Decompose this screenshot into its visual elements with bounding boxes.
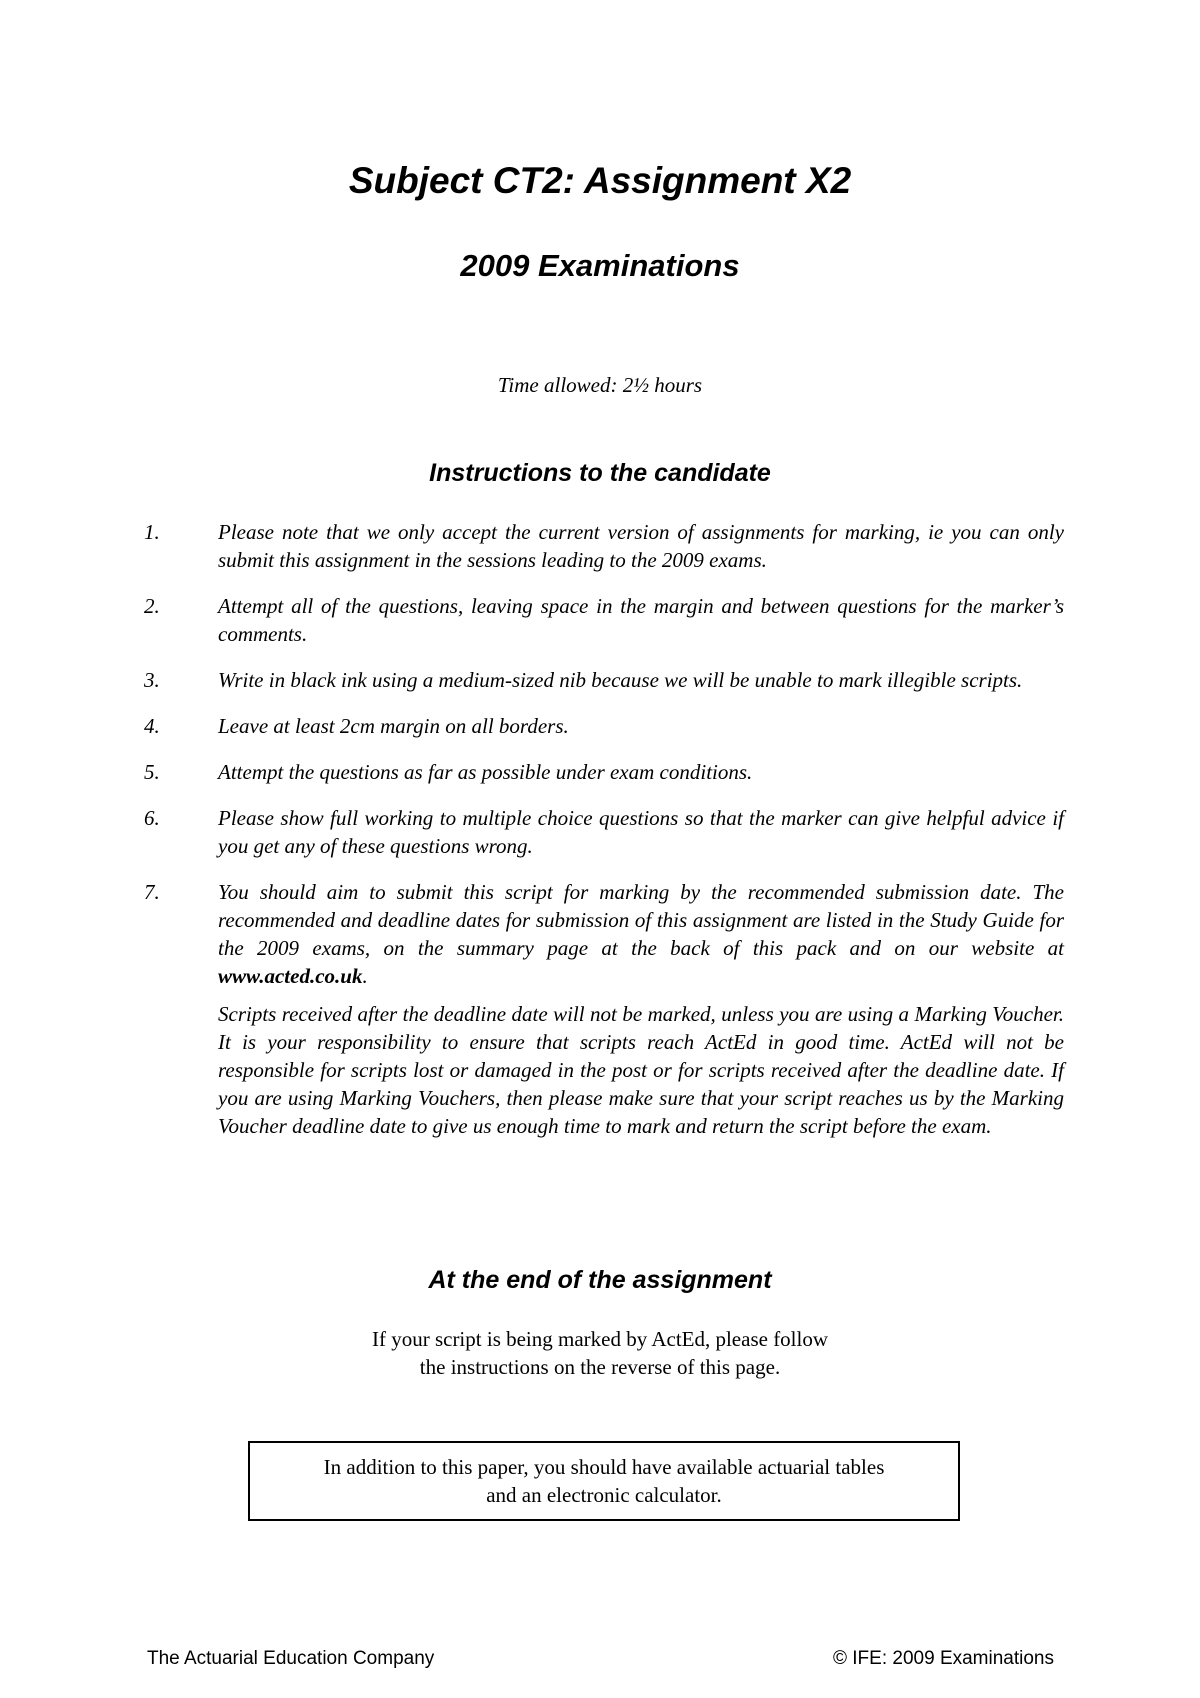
time-allowed: Time allowed: 2½ hours: [497, 373, 703, 397]
item-number: 7.: [144, 880, 160, 904]
list-item: [144, 592, 1064, 648]
notice-line-2: and an electronic calculator.: [486, 1483, 722, 1507]
link-period: .: [362, 964, 368, 988]
item-paragraph-2: Scripts received after the deadline date will not be marked, unless you are using a Marking Voucher. It is your responsibility to ensure that scripts reach ActEd in good time. ActEd will not be responsible for scripts lost or damaged in the post or for scripts received after the deadline date. If you are using Marking Vouchers, then please make sure that your script reaches us by the Marking Voucher deadline date to give us enough time to mark and return the script before the exam.: [218, 1002, 1064, 1138]
item-number: 2.: [144, 594, 160, 618]
notice-line-1: In addition to this paper, you should have available actuarial tables: [323, 1455, 885, 1479]
item-paragraph: [218, 878, 1064, 990]
end-line-2: the instructions on the reverse of this page.: [419, 1355, 781, 1379]
item-number: 3.: [144, 668, 160, 692]
page-title: Subject CT2: Assignment X2: [348, 160, 852, 201]
item-number: 4.: [144, 714, 160, 738]
item-text: You should aim to submit this script for marking by the recommended submission date. The recommended and deadline dates for submission of this assignment are listed in the Study Guide for the 2009 exams, on the summary page at the back of this pack and on our website at: [218, 880, 1064, 960]
website-link[interactable]: www.acted.co.uk: [218, 964, 363, 988]
instructions-list: [144, 518, 1064, 1158]
item-text: Please show full working to multiple choice questions so that the marker can give helpful advice if you get any of these questions wrong.: [218, 806, 1064, 858]
list-item: [144, 712, 1064, 740]
item-text: Attempt the questions as far as possible under exam conditions.: [218, 760, 753, 784]
footer-right: © IFE: 2009 Examinations: [833, 1648, 1054, 1669]
notice-box: [248, 1441, 960, 1521]
item-number: 5.: [144, 760, 160, 784]
item-text: Leave at least 2cm margin on all borders.: [218, 714, 569, 738]
instructions-heading: Instructions to the candidate: [429, 459, 771, 487]
list-item: [144, 518, 1064, 574]
end-line-1: If your script is being marked by ActEd, please follow: [371, 1327, 829, 1351]
list-item: [144, 804, 1064, 860]
list-item: [144, 758, 1064, 786]
list-item: [144, 878, 1064, 1140]
item-text: Please note that we only accept the current version of assignments for marking, ie you can only submit this assignment in the sessions leading to the 2009 exams.: [218, 520, 1064, 572]
item-text-block: [218, 878, 1064, 1140]
item-text: Attempt all of the questions, leaving space in the margin and between questions for the marker’s comments.: [218, 594, 1064, 646]
item-text: Write in black ink using a medium-sized nib because we will be unable to mark illegible scripts.: [218, 668, 1023, 692]
end-section-heading: At the end of the assignment: [428, 1266, 772, 1294]
end-section-text: [0, 1325, 1200, 1381]
page-subtitle: 2009 Examinations: [460, 248, 740, 283]
item-number: 6.: [144, 806, 160, 830]
item-number: 1.: [144, 520, 160, 544]
footer-left: The Actuarial Education Company: [147, 1648, 435, 1669]
list-item: [144, 666, 1064, 694]
